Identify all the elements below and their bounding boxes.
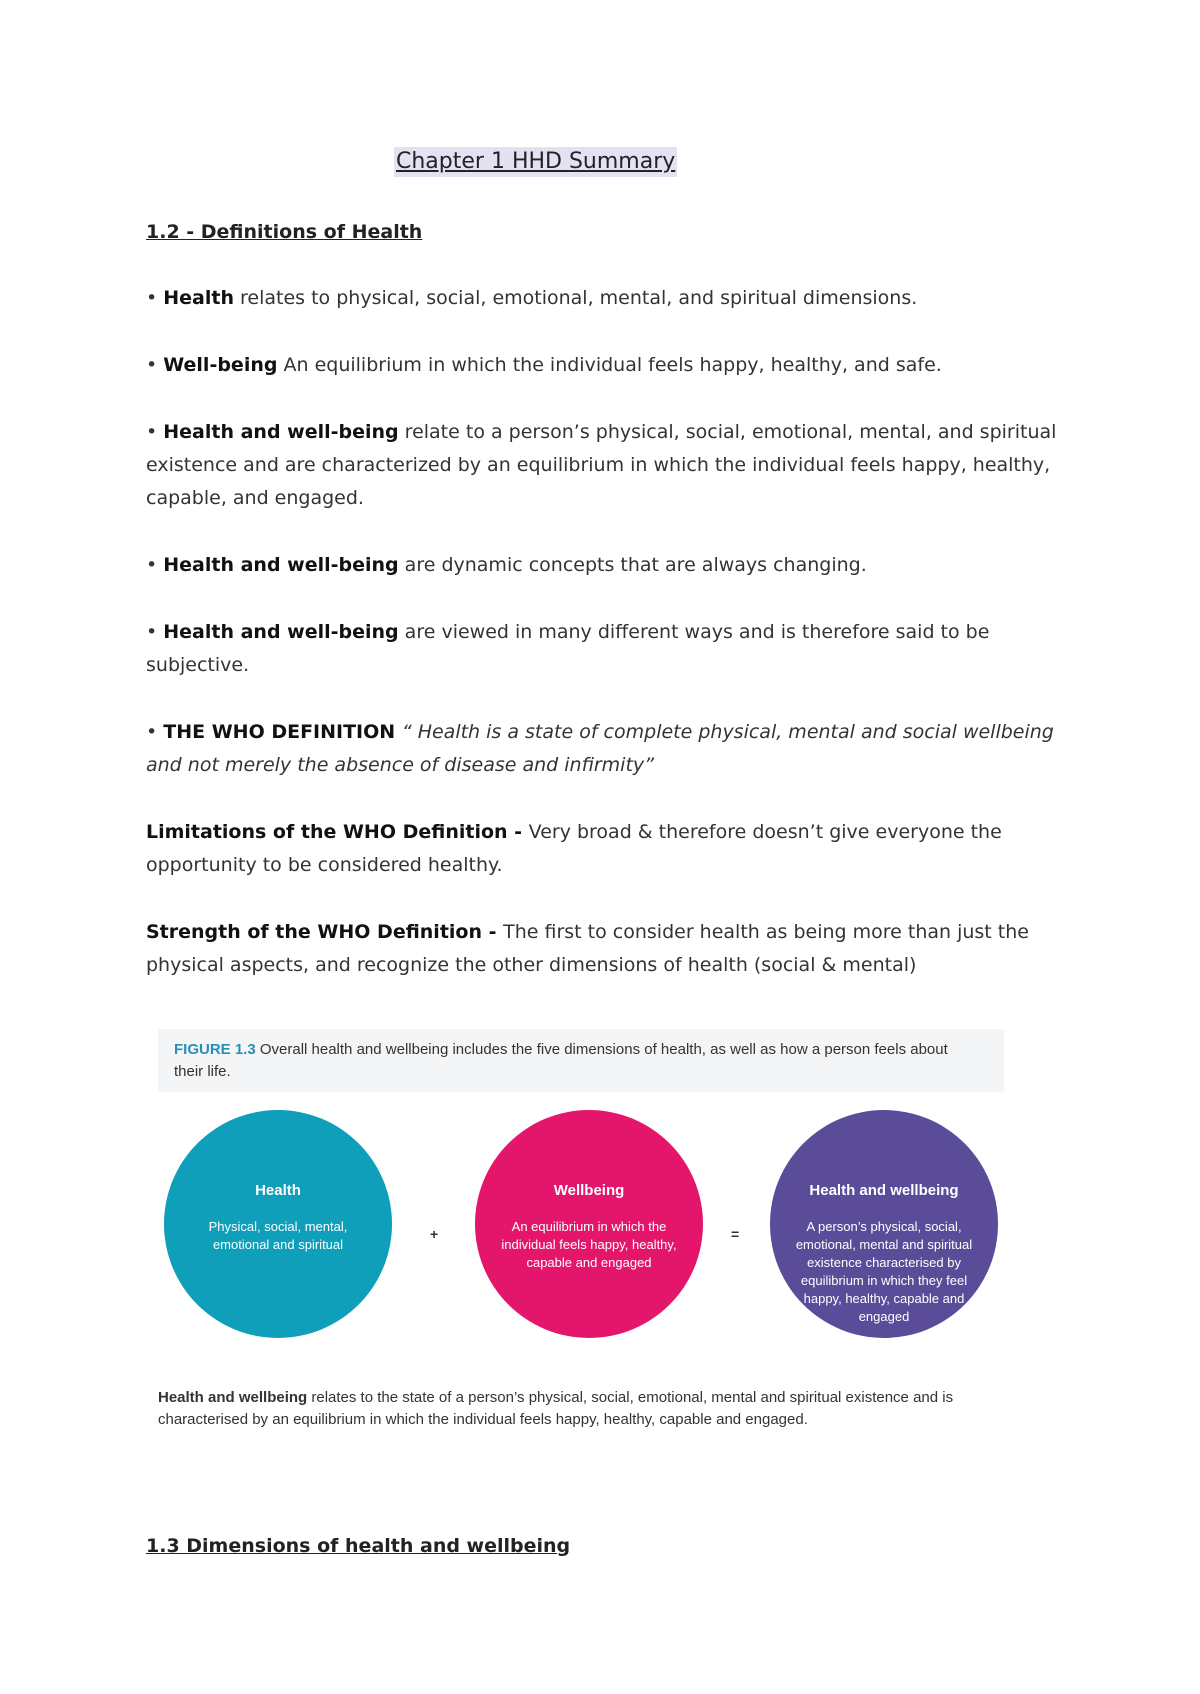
bullet-term: Health and well-being: [163, 554, 399, 576]
bullet-term: Well-being: [163, 354, 278, 376]
bullet-wellbeing: [146, 349, 1076, 382]
health-and-wellbeing-circle-text: A person’s physical, social, emotional, mental and spiritual existence characterised by equilibrium in which they feel happy, healthy, capable and engaged: [795, 1219, 973, 1324]
bullet-text: An equilibrium in which the individual feels happy, healthy, and safe.: [277, 354, 942, 376]
wellbeing-circle-text: An equilibrium in which the individual feels happy, healthy, capable and engaged: [501, 1219, 677, 1270]
bullet-term: Health and well-being: [163, 421, 399, 443]
bullet-marker: •: [146, 287, 164, 309]
limitations-term: Limitations of the WHO Definition -: [146, 821, 529, 843]
who-quote: “ Health is a state of complete physical, mental and social wellbeing and not merely the absence of disease and infirmity”: [146, 721, 1054, 776]
figure-caption-band: [158, 1029, 1004, 1092]
bullet-health-and-wellbeing: [146, 416, 1076, 515]
section-heading-definitions: 1.2 - Definitions of Health: [146, 221, 423, 243]
bullet-marker: •: [146, 554, 164, 576]
bullet-term: Health: [163, 287, 234, 309]
bullet-who-definition: [146, 716, 1076, 782]
bullet-health: [146, 282, 1076, 315]
bullet-text: relate to a person’s physical, social, emotional, mental, and spiritual existence and are characterized by an equilibrium in which the individual feels happy, healthy, capable, and engaged.: [146, 421, 1057, 509]
bullet-term: Health and well-being: [163, 621, 399, 643]
figure-label: FIGURE 1.3: [174, 1041, 256, 1058]
equals-sign: =: [731, 1226, 740, 1242]
bullet-marker: •: [146, 621, 164, 643]
strength-text: The first to consider health as being more than just the physical aspects, and recognize the other dimensions of health (social & mental): [146, 921, 1029, 976]
bullet-marker: •: [146, 721, 164, 743]
health-circle: [164, 1110, 392, 1338]
strength-term: Strength of the WHO Definition -: [146, 921, 504, 943]
health-circle-text: Physical, social, mental, emotional and spiritual: [208, 1219, 348, 1252]
bullet-term: THE WHO DEFINITION: [163, 721, 402, 743]
bullet-subjective: [146, 616, 1076, 682]
plus-sign: +: [430, 1226, 439, 1242]
figure-footnote-text: relates to the state of a person’s physical, social, emotional, mental and spiritual existence and is characterised by an equilibrium in which the individual feels happy, healthy, capable and engaged.: [158, 1389, 954, 1428]
document-title: Chapter 1 HHD Summary: [394, 147, 677, 177]
bullet-text: are dynamic concepts that are always changing.: [398, 554, 867, 576]
wellbeing-circle: [475, 1110, 703, 1338]
figure-caption: [174, 1039, 974, 1083]
limitations-text: Very broad & therefore doesn’t give everyone the opportunity to be considered healthy.: [146, 821, 1002, 876]
bullet-text: are viewed in many different ways and is therefore said to be subjective.: [146, 621, 990, 676]
bullet-marker: •: [146, 354, 164, 376]
who-limitations: [146, 816, 1076, 882]
wellbeing-circle-title: Wellbeing: [553, 1182, 625, 1199]
bullet-text: relates to physical, social, emotional, mental, and spiritual dimensions.: [233, 287, 918, 309]
figure-1-3: [158, 1029, 1004, 1459]
health-circle-title: Health: [255, 1182, 301, 1199]
health-and-wellbeing-circle: [770, 1110, 998, 1338]
section-heading-dimensions: 1.3 Dimensions of health and wellbeing: [146, 1535, 571, 1557]
who-strength: [146, 916, 1076, 982]
figure-footnote-term: Health and wellbeing: [158, 1389, 308, 1406]
figure-caption-text: Overall health and wellbeing includes the five dimensions of health, as well as how a person feels about their life.: [174, 1041, 948, 1080]
figure-footnote: [158, 1387, 978, 1431]
health-and-wellbeing-circle-title: Health and wellbeing: [809, 1182, 959, 1199]
bullet-dynamic: [146, 549, 1076, 582]
bullet-marker: •: [146, 421, 164, 443]
